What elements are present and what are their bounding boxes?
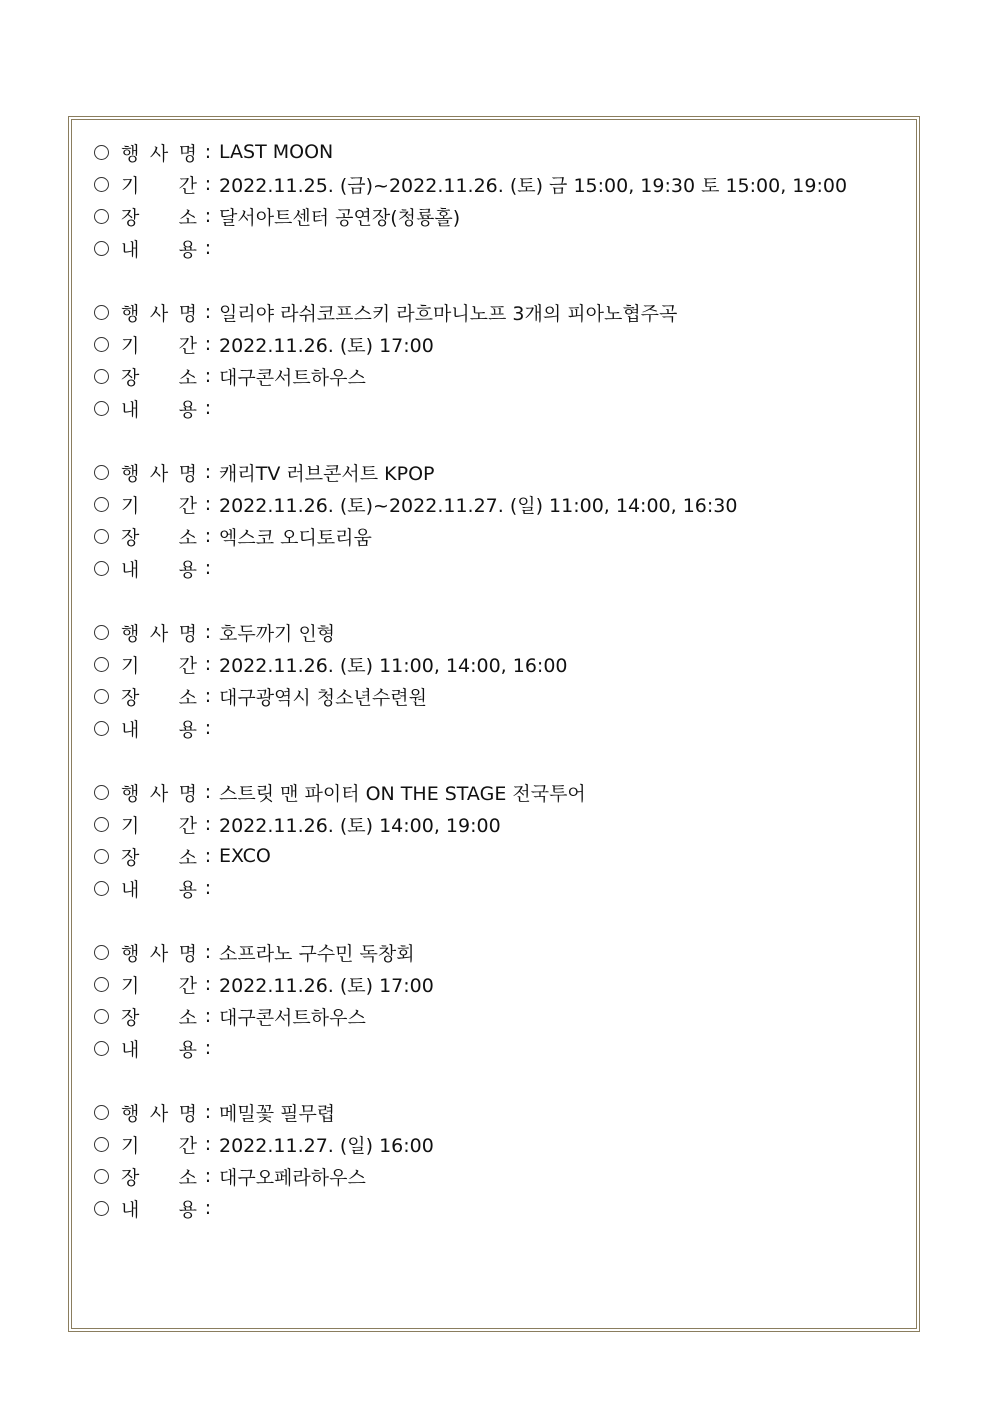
event-name: LAST MOON	[219, 141, 334, 163]
field-colon: :	[204, 237, 212, 259]
event-period-row	[94, 808, 894, 840]
event-venue-row	[94, 680, 894, 712]
circle-bullet-icon	[94, 497, 109, 512]
event-venue-row	[94, 1000, 894, 1032]
field-colon: :	[204, 397, 212, 419]
event-period: 2022.11.26. (토) 17:00	[219, 334, 434, 357]
event-name: 호두까기 인형	[219, 622, 336, 645]
circle-bullet-icon	[94, 977, 109, 992]
circle-bullet-icon	[94, 561, 109, 576]
circle-bullet-icon	[94, 625, 109, 640]
event-name-row	[94, 136, 894, 168]
field-colon: :	[204, 1197, 212, 1219]
circle-bullet-icon	[94, 817, 109, 832]
field-label: 내 용	[121, 1038, 197, 1061]
field-colon: :	[204, 621, 212, 643]
field-colon: :	[204, 877, 212, 899]
event-entry	[94, 1096, 894, 1256]
circle-bullet-icon	[94, 785, 109, 800]
circle-bullet-icon	[94, 1137, 109, 1152]
event-venue: 대구광역시 청소년수련원	[219, 686, 427, 709]
field-colon: :	[204, 1037, 212, 1059]
field-label: 내 용	[121, 718, 197, 741]
event-period: 2022.11.26. (토) 14:00, 19:00	[219, 814, 501, 837]
field-label: 행 사 명	[121, 622, 197, 645]
event-name: 소프라노 구수민 독창회	[219, 942, 415, 965]
field-colon: :	[204, 685, 212, 707]
field-label: 행 사 명	[121, 1102, 197, 1125]
event-entry	[94, 616, 894, 776]
field-label: 행 사 명	[121, 782, 197, 805]
event-period-row	[94, 1128, 894, 1160]
field-label: 장 소	[121, 366, 197, 389]
circle-bullet-icon	[94, 881, 109, 896]
event-venue-row	[94, 360, 894, 392]
event-name-row	[94, 1096, 894, 1128]
event-venue: 대구오페라하우스	[219, 1166, 366, 1189]
field-colon: :	[204, 973, 212, 995]
event-entry	[94, 776, 894, 936]
event-list	[94, 136, 894, 1256]
event-content-row	[94, 872, 894, 904]
event-content-row	[94, 1032, 894, 1064]
event-name-row	[94, 456, 894, 488]
field-label: 기 간	[121, 814, 197, 837]
field-label: 행 사 명	[121, 462, 197, 485]
field-colon: :	[204, 557, 212, 579]
circle-bullet-icon	[94, 657, 109, 672]
field-label: 내 용	[121, 398, 197, 421]
circle-bullet-icon	[94, 689, 109, 704]
field-label: 장 소	[121, 686, 197, 709]
field-label: 기 간	[121, 654, 197, 677]
event-name-row	[94, 936, 894, 968]
event-entry	[94, 136, 894, 296]
event-entry	[94, 296, 894, 456]
event-venue-row	[94, 520, 894, 552]
event-period: 2022.11.26. (토)~2022.11.27. (일) 11:00, 14:00, 16:30	[219, 494, 738, 517]
circle-bullet-icon	[94, 945, 109, 960]
field-colon: :	[204, 1133, 212, 1155]
event-period: 2022.11.26. (토) 11:00, 14:00, 16:00	[219, 654, 568, 677]
circle-bullet-icon	[94, 305, 109, 320]
field-label: 기 간	[121, 1134, 197, 1157]
circle-bullet-icon	[94, 529, 109, 544]
field-label: 장 소	[121, 1006, 197, 1029]
event-period: 2022.11.26. (토) 17:00	[219, 974, 434, 997]
circle-bullet-icon	[94, 1169, 109, 1184]
circle-bullet-icon	[94, 177, 109, 192]
event-entry	[94, 936, 894, 1096]
event-period-row	[94, 648, 894, 680]
field-colon: :	[204, 461, 212, 483]
event-content-row	[94, 552, 894, 584]
field-label: 내 용	[121, 878, 197, 901]
event-name-row	[94, 616, 894, 648]
circle-bullet-icon	[94, 721, 109, 736]
field-label: 기 간	[121, 334, 197, 357]
field-colon: :	[204, 1005, 212, 1027]
event-period-row	[94, 488, 894, 520]
event-venue-row	[94, 1160, 894, 1192]
field-label: 기 간	[121, 174, 197, 197]
event-period-row	[94, 168, 894, 200]
circle-bullet-icon	[94, 1041, 109, 1056]
circle-bullet-icon	[94, 1105, 109, 1120]
event-venue: 대구콘서트하우스	[219, 366, 366, 389]
field-label: 내 용	[121, 238, 197, 261]
field-colon: :	[204, 941, 212, 963]
event-name-row	[94, 296, 894, 328]
circle-bullet-icon	[94, 369, 109, 384]
event-content-row	[94, 1192, 894, 1224]
field-colon: :	[204, 365, 212, 387]
event-name-row	[94, 776, 894, 808]
circle-bullet-icon	[94, 465, 109, 480]
field-colon: :	[204, 781, 212, 803]
field-label: 기 간	[121, 494, 197, 517]
field-colon: :	[204, 493, 212, 515]
field-colon: :	[204, 813, 212, 835]
field-label: 장 소	[121, 526, 197, 549]
event-name: 캐리TV 러브콘서트 KPOP	[219, 462, 435, 485]
field-colon: :	[204, 525, 212, 547]
event-period: 2022.11.25. (금)~2022.11.26. (토) 금 15:00, 19:30 토 15:00, 19:00	[219, 174, 848, 197]
event-venue: 달서아트센터 공연장(청룡홀)	[219, 206, 461, 229]
field-colon: :	[204, 173, 212, 195]
field-label: 행 사 명	[121, 302, 197, 325]
event-venue: 엑스코 오디토리움	[219, 526, 372, 549]
field-label: 기 간	[121, 974, 197, 997]
circle-bullet-icon	[94, 209, 109, 224]
event-period-row	[94, 968, 894, 1000]
event-venue: 대구콘서트하우스	[219, 1006, 366, 1029]
event-venue-row	[94, 840, 894, 872]
field-colon: :	[204, 845, 212, 867]
circle-bullet-icon	[94, 241, 109, 256]
field-label: 행 사 명	[121, 942, 197, 965]
field-label: 행 사 명	[121, 142, 197, 165]
event-name: 스트릿 맨 파이터 ON THE STAGE 전국투어	[219, 782, 586, 805]
field-colon: :	[204, 301, 212, 323]
field-colon: :	[204, 717, 212, 739]
circle-bullet-icon	[94, 1201, 109, 1216]
field-colon: :	[204, 1101, 212, 1123]
field-label: 장 소	[121, 846, 197, 869]
field-colon: :	[204, 653, 212, 675]
event-content-row	[94, 392, 894, 424]
event-name: 일리야 라쉬코프스키 라흐마니노프 3개의 피아노협주곡	[219, 302, 678, 325]
circle-bullet-icon	[94, 337, 109, 352]
field-colon: :	[204, 333, 212, 355]
event-content-row	[94, 232, 894, 264]
event-period: 2022.11.27. (일) 16:00	[219, 1134, 434, 1157]
field-label: 장 소	[121, 206, 197, 229]
field-label: 내 용	[121, 558, 197, 581]
event-entry	[94, 456, 894, 616]
event-venue-row	[94, 200, 894, 232]
event-venue: EXCO	[219, 845, 271, 867]
circle-bullet-icon	[94, 401, 109, 416]
event-content-row	[94, 712, 894, 744]
field-label: 장 소	[121, 1166, 197, 1189]
field-colon: :	[204, 141, 212, 163]
field-label: 내 용	[121, 1198, 197, 1221]
event-period-row	[94, 328, 894, 360]
circle-bullet-icon	[94, 145, 109, 160]
circle-bullet-icon	[94, 1009, 109, 1024]
field-colon: :	[204, 205, 212, 227]
circle-bullet-icon	[94, 849, 109, 864]
event-name: 메밀꽃 필무렵	[219, 1102, 336, 1125]
field-colon: :	[204, 1165, 212, 1187]
